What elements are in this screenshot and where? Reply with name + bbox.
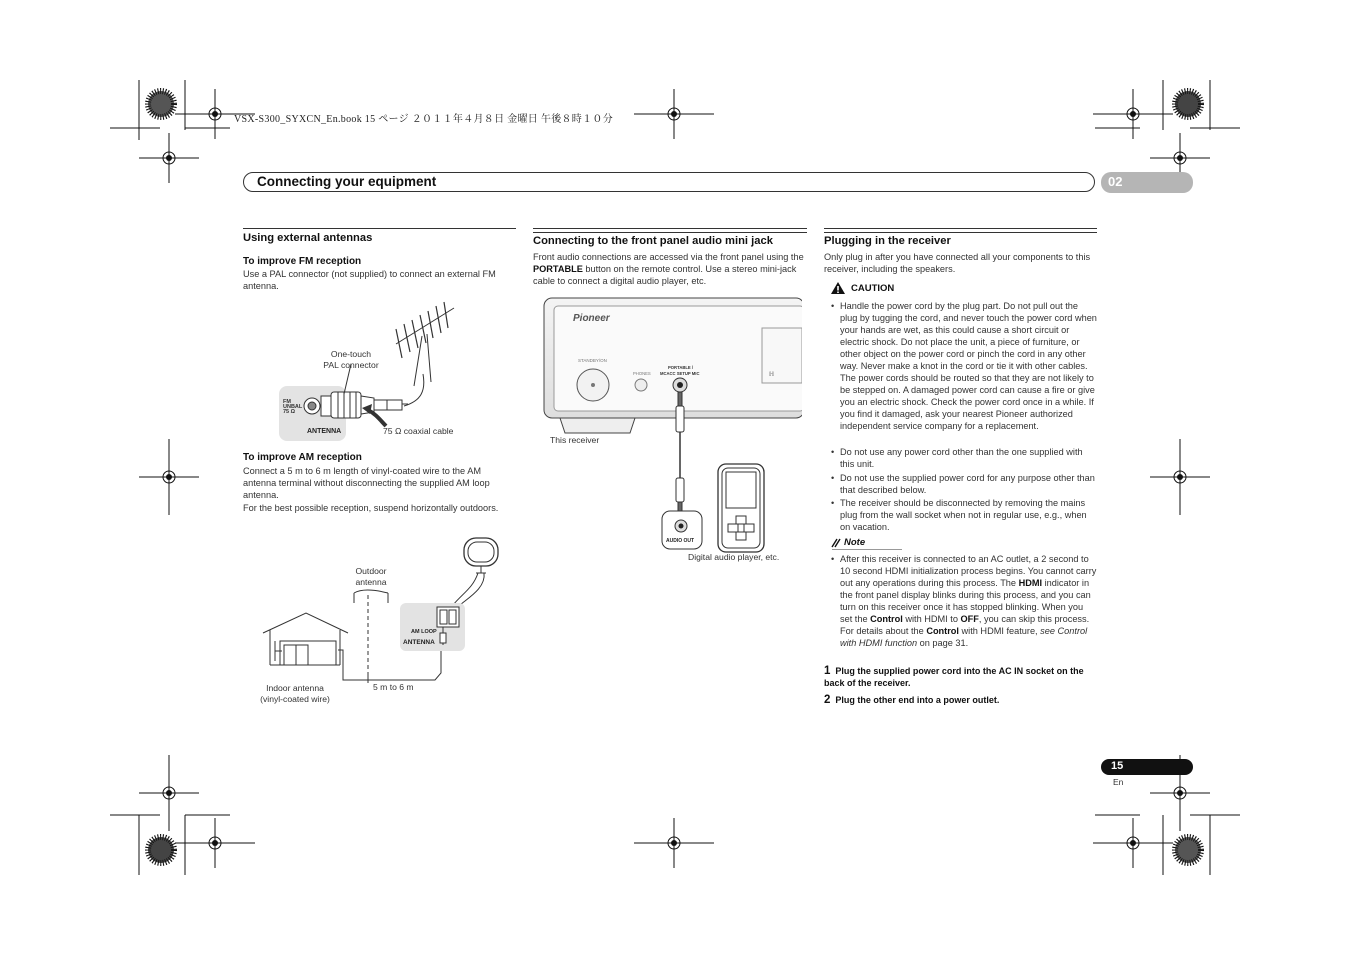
fm-one-touch-label-1: One-touch bbox=[330, 349, 372, 359]
note-b3: OFF bbox=[960, 614, 979, 624]
am-text-1: Connect a 5 m to 6 m length of vinyl-coated wire to the AM antenna terminal without disconnecting the supplied AM loop antenna. bbox=[243, 466, 490, 500]
am-indoor-label-1: Indoor antenna bbox=[266, 683, 324, 693]
portable-label-1: PORTABLE / bbox=[668, 365, 694, 370]
fm-antenna-diagram bbox=[276, 296, 516, 446]
fm-one-touch-label-2: PAL connector bbox=[323, 360, 379, 370]
portable-bold: PORTABLE bbox=[533, 264, 583, 274]
print-header: VSX-S300_SYXCN_En.book 15 ページ ２０１１年４月８日 金曜日 午後８時１０分 bbox=[234, 114, 614, 125]
col3-rule bbox=[824, 228, 1097, 229]
caution-label: CAUTION bbox=[851, 283, 895, 294]
caution-bullet-2: • Do not use any power cord other than the one supplied with this unit. bbox=[840, 446, 1097, 470]
col1-heading: Using external antennas bbox=[243, 232, 373, 244]
am-indoor-label-2: (vinyl-coated wire) bbox=[260, 694, 330, 704]
am-outdoor-label-2: antenna bbox=[355, 577, 387, 587]
caution-bullet-3: • Do not use the supplied power cord for any purpose other than that described below. bbox=[840, 472, 1097, 496]
caution-bullet-1: • Handle the power cord by the plug part. Do not pull out the plug by tugging the cord, and never touch the power cord when your hands are wet, as this could cause a short circuit or electric shock. Do not place the unit, a piece of furniture, or other object on the power cord or pinch the cord in any other way. Never make a knot in the cord or tie it with other cables. The power cords should be routed so that they are not likely to be stepped on. A damaged power cord can cause a fire or give you an electric shock. Check the power cord once in a while. If you find it damaged, ask your nearest Pioneer authorized independent service company for a replacement. bbox=[840, 300, 1097, 432]
portable-label-2: MCACC SETUP MIC bbox=[660, 371, 700, 376]
language-label: En bbox=[1113, 777, 1124, 787]
col3-intro: Only plug in after you have connected all your components to this receiver, including the speakers. bbox=[824, 252, 1091, 274]
fm-antenna-label: ANTENNA bbox=[307, 428, 342, 435]
step-2-text: Plug the other end into a power outlet. bbox=[835, 695, 1000, 705]
am-heading: To improve AM reception bbox=[243, 452, 362, 463]
audio-out-label: AUDIO OUT bbox=[666, 538, 695, 544]
phones-label: PHONES bbox=[633, 371, 651, 376]
col1-rule bbox=[243, 228, 516, 229]
chapter-number-tab bbox=[1101, 172, 1193, 193]
caution-bullet-4: • The receiver should be disconnected by removing the mains plug from the wall socket when not in regular use, e.g., when on vacation. bbox=[840, 497, 1097, 533]
chapter-bar bbox=[243, 172, 1095, 192]
col2-text-1: Front audio connections are accessed via the front panel using the bbox=[533, 252, 804, 262]
note-rule bbox=[832, 549, 902, 550]
step-2 bbox=[824, 694, 1099, 706]
receiver-diagram bbox=[540, 296, 802, 566]
col2-rule bbox=[533, 228, 807, 229]
chapter-title: Connecting your equipment bbox=[257, 174, 437, 189]
col3-heading: Plugging in the receiver bbox=[824, 235, 951, 247]
svg-text:ℍ: ℍ bbox=[769, 372, 775, 378]
fm-heading: To improve FM reception bbox=[243, 256, 362, 267]
player-label: Digital audio player, etc. bbox=[688, 552, 780, 562]
fm-coax-label: 75 Ω coaxial cable bbox=[383, 426, 454, 436]
chapter-number: 02 bbox=[1108, 174, 1123, 189]
note-t2: indicator in the front panel display blinks during this process, and you can turn on this receiver once it has stopped blinking. When you set the bbox=[840, 578, 1091, 624]
standby-label: STANDBY/ON bbox=[578, 358, 607, 363]
am-loop-label: AM LOOP bbox=[411, 629, 437, 635]
note-b4: Control bbox=[926, 626, 959, 636]
note-t6: on page 31. bbox=[917, 638, 969, 648]
am-outdoor-label-1: Outdoor bbox=[355, 566, 387, 576]
note-label: Note bbox=[844, 537, 866, 548]
note-t1: After this receiver is connected to an AC outlet, a 2 second to 10 second HDMI initialization process begins. You cannot carry out any operations during this process. The bbox=[840, 554, 1097, 588]
am-antenna-label: ANTENNA bbox=[403, 639, 435, 646]
page-number: 15 bbox=[1111, 760, 1124, 772]
caution-icon bbox=[830, 281, 846, 295]
step-2-number: 2 bbox=[824, 694, 831, 706]
step-1 bbox=[824, 665, 1099, 689]
fm-jack-label-1: FM bbox=[283, 399, 291, 405]
am-antenna-diagram bbox=[258, 533, 508, 698]
col2-rule-b bbox=[533, 232, 807, 233]
note-t3: with HDMI to bbox=[902, 614, 961, 624]
note-i1: see Control with HDMI function bbox=[840, 626, 1088, 648]
brand-logo: Pioneer bbox=[573, 313, 610, 324]
col2-heading: Connecting to the front panel audio mini jack bbox=[533, 235, 773, 247]
am-length-label: 5 m to 6 m bbox=[373, 682, 414, 692]
col2-text-2: button on the remote control. Use a stereo mini-jack cable to connect a digital audio player, etc. bbox=[533, 264, 797, 286]
this-receiver-label: This receiver bbox=[550, 435, 600, 445]
step-1-text: Plug the supplied power cord into the AC IN socket on the back of the receiver. bbox=[824, 666, 1084, 688]
note-b2: Control bbox=[870, 614, 903, 624]
note-bullet bbox=[840, 553, 1097, 649]
am-text-2: For the best possible reception, suspend horizontally outdoors. bbox=[243, 503, 499, 513]
fm-jack-label-3: 75 Ω bbox=[283, 409, 296, 415]
note-t4: , you can skip this process. For details about the bbox=[840, 614, 1090, 636]
step-1-number: 1 bbox=[824, 665, 831, 677]
page-number-tab bbox=[1101, 759, 1193, 775]
col2-text bbox=[533, 251, 808, 287]
note-icon bbox=[831, 538, 841, 548]
fm-text: Use a PAL connector (not supplied) to connect an external FM antenna. bbox=[243, 269, 496, 291]
note-b1: HDMI bbox=[1018, 578, 1043, 588]
note-t5: with HDMI feature, bbox=[958, 626, 1041, 636]
col3-rule-b bbox=[824, 232, 1097, 233]
fm-jack-label-2: UNBAL bbox=[283, 404, 303, 410]
